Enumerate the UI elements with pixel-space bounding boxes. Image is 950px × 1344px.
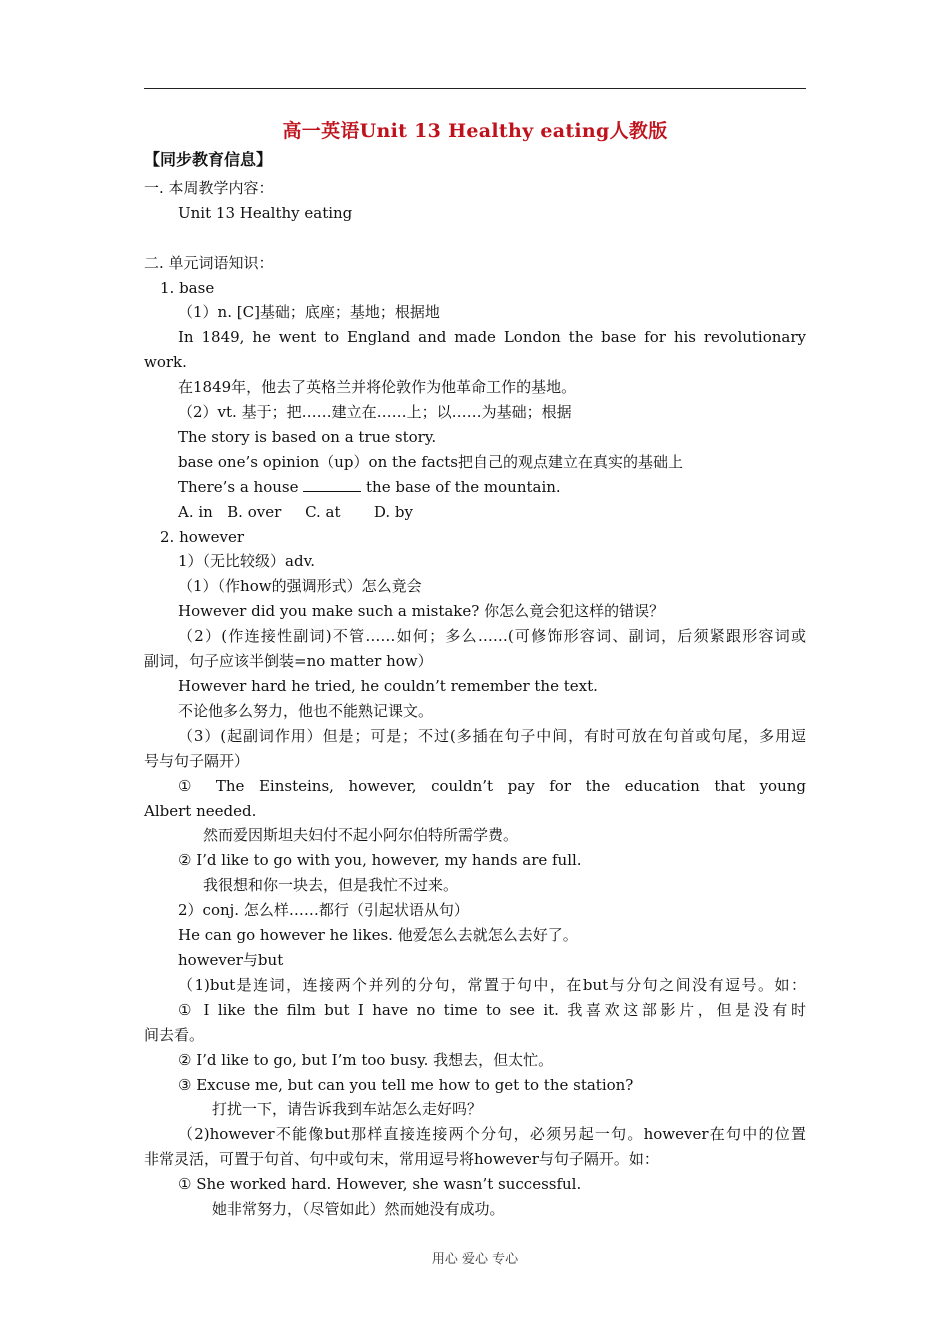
definition-line: （2）(作连接性副词)不管……如何；多么……(可修饰形容词、副词，后须紧跟形容词或 xyxy=(178,627,806,645)
answer-blank xyxy=(303,477,361,492)
explanation-line: 非常灵活，可置于句首、句中或句末，常用逗号将however与句子隔开。如： xyxy=(144,1150,659,1168)
example-line: He can go however he likes. 他爱怎么去就怎么去好了。 xyxy=(178,926,578,944)
definition-line: 号与句子隔开） xyxy=(144,752,250,770)
translation-line: 然而爱因斯坦夫妇付不起小阿尔伯特所需学费。 xyxy=(203,826,519,844)
example-line: However hard he tried, he couldn’t remember the text. xyxy=(178,677,598,695)
translation-line: 打扰一下，请告诉我到车站怎么走好吗？ xyxy=(212,1100,483,1118)
definition-line: （1）（作how的强调形式）怎么竟会 xyxy=(178,577,422,595)
example-line: The story is based on a true story. xyxy=(178,428,437,446)
definition-line: 副词，句子应该半倒装=no matter how） xyxy=(144,652,433,670)
example-line: However did you make such a mistake? 你怎么竟会犯这样的错误？ xyxy=(178,602,665,620)
definition-line: （3）(起副词作用）但是；可是；不过(多插在句子中间，有时可放在句首或句尾，多用逗 xyxy=(178,727,806,745)
example-line: ① The Einsteins, however, couldn’t pay for the education that young xyxy=(178,777,806,795)
header-rule xyxy=(144,88,806,89)
example-line: Albert needed. xyxy=(144,802,257,820)
definition-line: （1）n. [C]基础；底座；基地；根据地 xyxy=(178,303,440,321)
example-line: ① She worked hard. However, she wasn’t successful. xyxy=(178,1175,582,1193)
example-line: ③ Excuse me, but can you tell me how to get to the station? xyxy=(178,1076,634,1094)
example-line: base one’s opinion（up）on the facts把自己的观点建立在真实的基础上 xyxy=(178,453,683,471)
example-line: ② I’d like to go, but I’m too busy. 我想去，但太忙。 xyxy=(178,1051,554,1069)
word-however: 2. however xyxy=(160,528,245,546)
translation-line: 在1849年，他去了英格兰并将伦敦作为他革命工作的基地。 xyxy=(178,378,577,396)
example-line: 间去看。 xyxy=(144,1026,205,1044)
definition-line: 1）（无比较级）adv. xyxy=(178,552,316,570)
question-text-start: There’s a house xyxy=(178,478,304,496)
page-footer: 用心 爱心 专心 xyxy=(431,1252,519,1267)
example-line: In 1849, he went to England and made London the base for his revolutionary xyxy=(178,328,806,346)
explanation-line: （2)however不能像but那样直接连接两个分句，必须另起一句。however在句中的位置 xyxy=(178,1125,806,1143)
comparison-heading: however与but xyxy=(178,951,284,969)
translation-line: 我很想和你一块去，但是我忙不过来。 xyxy=(203,876,459,894)
translation-line: 她非常努力，（尽管如此）然而她没有成功。 xyxy=(212,1200,505,1218)
heading-weekly-content: 一. 本周教学内容： xyxy=(144,179,274,197)
explanation-line: （1)but是连词，连接两个并列的分句，常置于句中，在but与分句之间没有逗号。如： xyxy=(178,976,806,994)
example-line: work. xyxy=(144,353,187,371)
unit-name: Unit 13 Healthy eating xyxy=(178,204,353,222)
page-title: 高一英语Unit 13 Healthy eating人教版 xyxy=(282,120,668,142)
example-line: ② I’d like to go with you, however, my hands are full. xyxy=(178,851,582,869)
exercise-question xyxy=(178,477,561,497)
translation-line: 不论他多么努力，他也不能熟记课文。 xyxy=(178,702,434,720)
question-text-end: the base of the mountain. xyxy=(361,478,561,496)
word-base: 1. base xyxy=(160,279,215,297)
exercise-options: A. in B. over C. at D. by xyxy=(178,503,414,521)
section-header: 【同步教育信息】 xyxy=(144,150,273,169)
definition-line: （2）vt. 基于；把……建立在……上；以……为基础；根据 xyxy=(178,403,572,421)
definition-line: 2）conj. 怎么样……都行（引起状语从句） xyxy=(178,901,469,919)
example-line: ① I like the film but I have no time to see it. 我喜欢这部影片，但是没有时 xyxy=(178,1001,806,1019)
heading-vocabulary: 二. 单元词语知识： xyxy=(144,254,274,272)
